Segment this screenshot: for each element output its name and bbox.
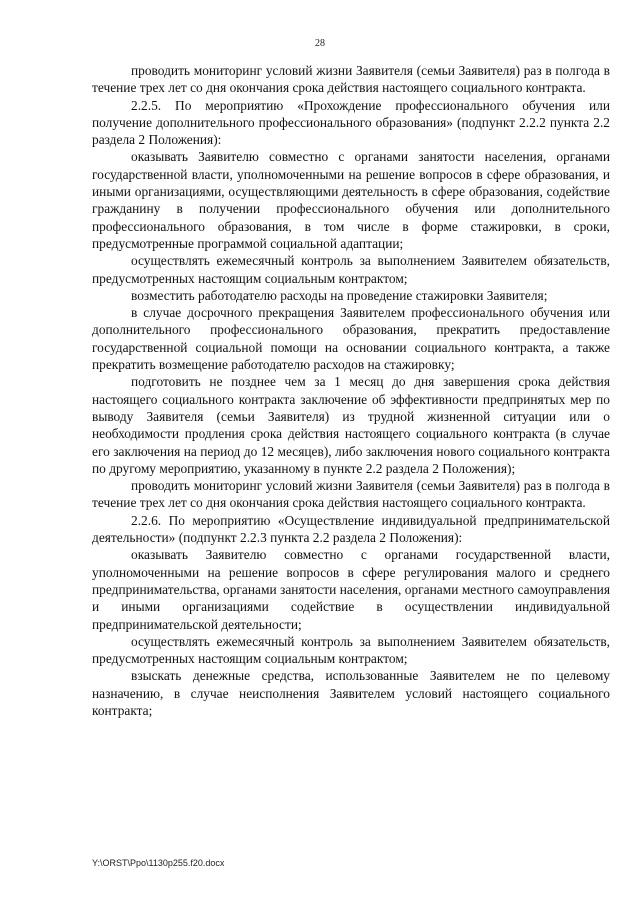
- paragraph: взыскать денежные средства, использованные Заявителем не по целевому назначению, в случае неисполнения Заявителем условий настоящего социального контракта;: [92, 668, 610, 718]
- paragraph: оказывать Заявителю совместно с органами занятости населения, органами государственной власти, уполномоченными на решение вопросов в сфере образования, и иными организациями, осуществляющими деятельность в сфере образования, содействие гражданину в получении профессионального обучения или дополнительного профессионального образования, в том числе в форме стажировки, в сроки, предусмотренные программой социальной адаптации;: [92, 149, 610, 251]
- paragraph: в случае досрочного прекращения Заявителем профессионального обучения или дополнительного профессионального образования, прекратить предоставление государственной социальной помощи на основании социального контракта, а также прекратить возмещение работодателю расходов на стажировку;: [92, 305, 610, 373]
- paragraph: оказывать Заявителю совместно с органами государственной власти, уполномоченными на решение вопросов в сфере регулирования малого и среднего предпринимательства, органами занятости населения, органами местного самоуправления и иными организациями содействие в осуществлении индивидуальной предпринимательской деятельности;: [92, 547, 610, 632]
- paragraph: осуществлять ежемесячный контроль за выполнением Заявителем обязательств, предусмотренных настоящим социальным контрактом;: [92, 633, 610, 667]
- document-body: [92, 62, 610, 719]
- paragraph: проводить мониторинг условий жизни Заявителя (семьи Заявителя) раз в полгода в течение трех лет со дня окончания срока действия настоящего социального контракта.: [92, 478, 610, 511]
- paragraph: проводить мониторинг условий жизни Заявителя (семьи Заявителя) раз в полгода в течение трех лет со дня окончания срока действия настоящего социального контракта.: [92, 63, 610, 96]
- paragraph: осуществлять ежемесячный контроль за выполнением Заявителем обязательств, предусмотренных настоящим социальным контрактом;: [92, 253, 610, 286]
- page-number: 28: [315, 38, 325, 49]
- paragraph: 2.2.5. По мероприятию «Прохождение профессионального обучения или получение дополнительного профессионального образования» (подпункт 2.2.2 пункта 2.2 раздела 2 Положения):: [92, 97, 610, 148]
- paragraph: 2.2.6. По мероприятию «Осуществление индивидуальной предпринимательской деятельности» (подпункт 2.2.3 пункта 2.2 раздела 2 Положения):: [92, 512, 610, 546]
- paragraph: подготовить не позднее чем за 1 месяц до дня завершения срока действия настоящего социального контракта заключение об эффективности предпринятых мер по выводу Заявителя (семьи Заявителя) из трудной жизненной ситуации или о необходимости продления срока действия настоящего социального контракта (в случае его заключения на период до 12 месяцев), либо заключения нового социального контракта по другому мероприятию, указанному в пункте 2.2 раздела 2 Положения);: [92, 374, 610, 476]
- paragraph: возместить работодателю расходы на проведение стажировки Заявителя;: [131, 287, 548, 303]
- footer-file-path: Y:\ORST\Ppo\1130p255.f20.docx: [92, 858, 225, 868]
